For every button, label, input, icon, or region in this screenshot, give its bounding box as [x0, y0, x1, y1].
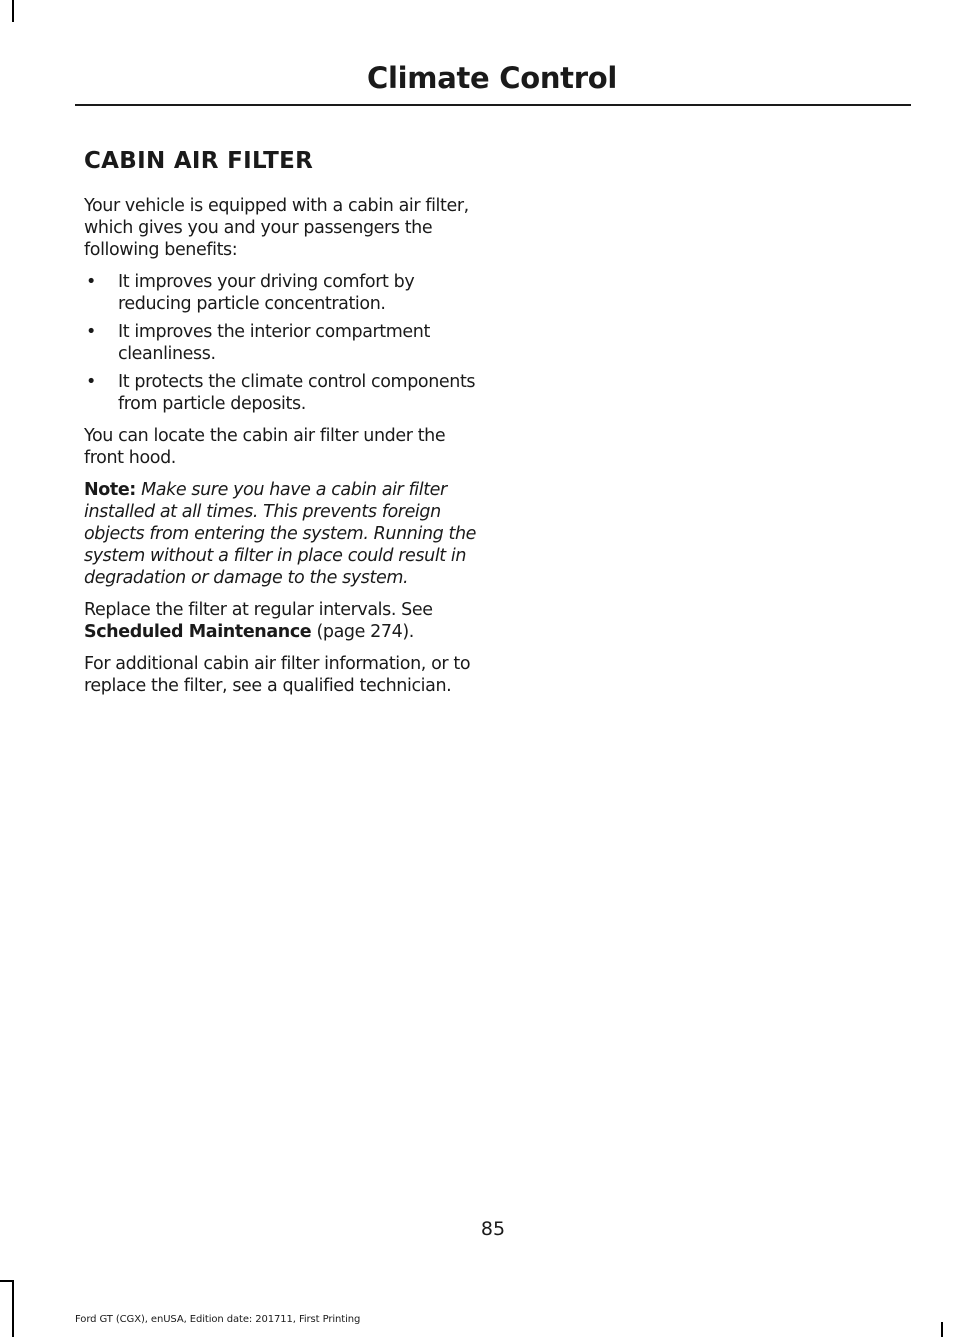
benefits-list: [84, 271, 480, 415]
page-number: 85: [480, 1218, 506, 1240]
edition-footer: Ford GT (CGX), enUSA, Edition date: 201711, First Printing: [75, 1314, 361, 1325]
replace-text: Replace the filter at regular intervals. See: [84, 600, 433, 620]
bullet-glyph: •: [86, 272, 96, 292]
list-item: [84, 321, 480, 365]
section-heading: CABIN AIR FILTER: [84, 148, 314, 174]
list-item: [84, 271, 480, 315]
crop-mark-bottom-left-vertical: [12, 1280, 14, 1337]
running-header-title: Climate Control: [367, 61, 617, 95]
bullet-text: It improves the interior compartment cleanliness.: [118, 322, 430, 364]
intro-paragraph: Your vehicle is equipped with a cabin air filter, which gives you and your passengers the following benefits:: [84, 196, 469, 260]
list-item: [84, 371, 480, 415]
crop-mark-bottom-left-horizontal: [0, 1280, 14, 1282]
scheduled-maintenance-link[interactable]: Scheduled Maintenance: [84, 622, 312, 642]
bullet-text: It protects the climate control components from particle deposits.: [118, 372, 476, 414]
bullet-text: It improves your driving comfort by reducing particle concentration.: [118, 272, 415, 314]
content-column: [84, 145, 480, 707]
bullet-glyph: •: [86, 322, 96, 342]
note-label: Note:: [84, 480, 136, 500]
note-paragraph: [84, 479, 480, 589]
crop-mark-top-left-vertical: [12, 0, 14, 22]
replace-paragraph: [84, 599, 480, 643]
page-reference: (page 274).: [316, 622, 414, 642]
location-paragraph: You can locate the cabin air filter under the front hood.: [84, 426, 446, 468]
bullet-glyph: •: [86, 372, 96, 392]
additional-info-paragraph: For additional cabin air filter information, or to replace the filter, see a qualified technician.: [84, 654, 471, 696]
crop-mark-bottom-right-vertical: [941, 1322, 943, 1337]
header-rule: [75, 104, 911, 106]
note-text: Make sure you have a cabin air filter installed at all times. This prevents foreign objects from entering the system. Running the system without a filter in place could result in degradation or damage to the system.: [84, 480, 477, 588]
